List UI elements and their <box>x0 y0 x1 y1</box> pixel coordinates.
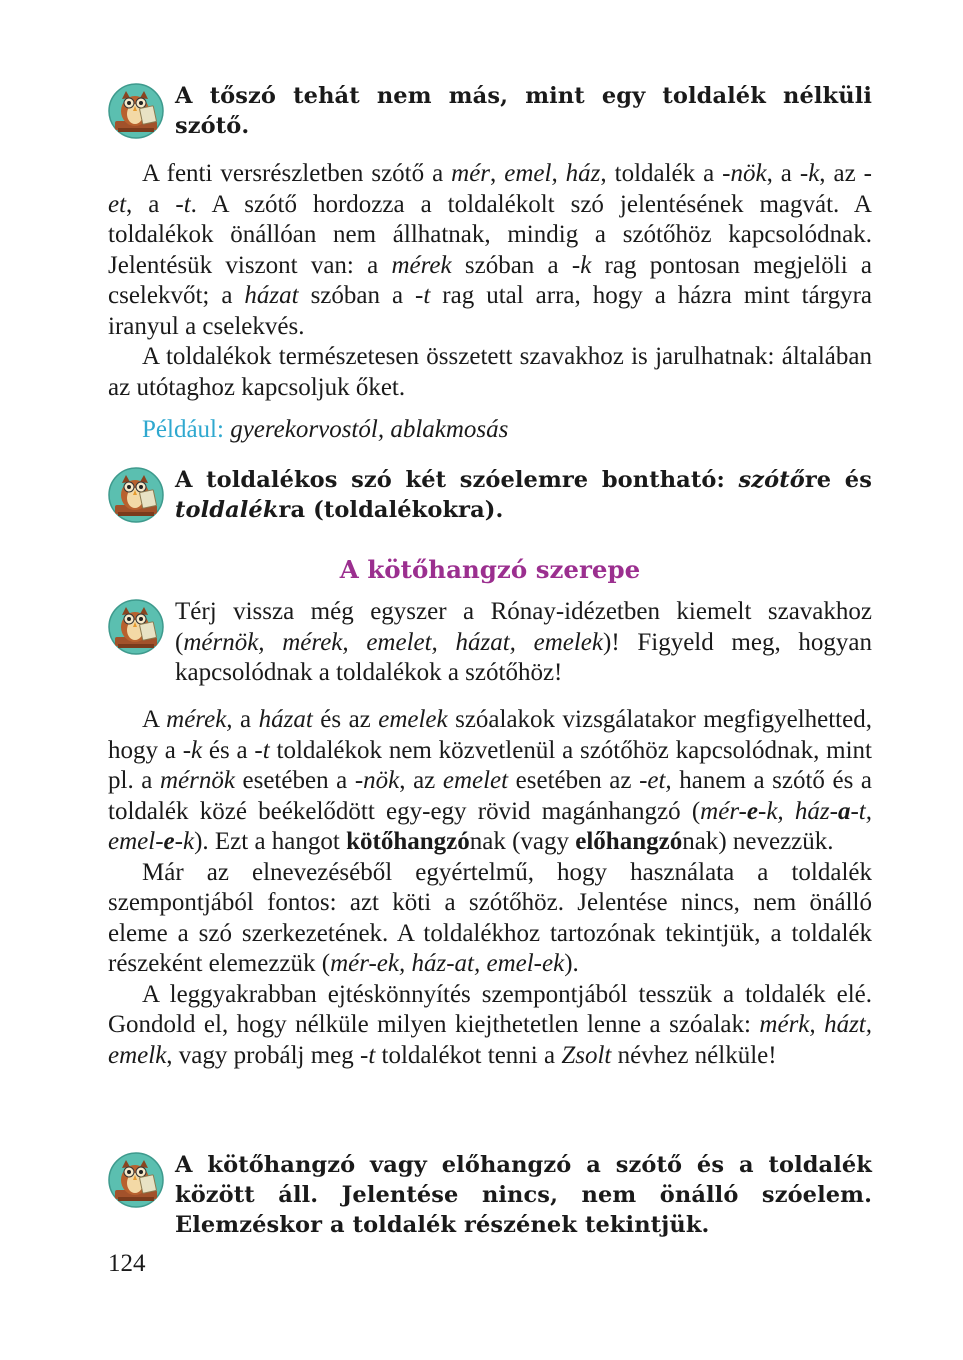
owl-mascot-icon <box>108 1152 164 1208</box>
callout-two-elements <box>108 465 872 525</box>
callout-summary <box>108 1150 872 1240</box>
callout-tosszo-definition <box>108 81 872 141</box>
paragraph-kotohangzo: A mérek, a házat és az emelek szóalakok vizsgálatakor megfigyelhetted, hogy a -k és a -t toldalékok nem közvetlenül a szótőhöz kapcsolódnak, mint pl. a mérnök esetében a -nök, az emelet esetében az -et, hanem a szótő és a toldalék közé beékelődött egy-egy rövid magánhangzó (mér-e-k, ház-a-t, emel-e-k). Ezt a hangot kötőhangzónak (vagy előhangzónak) nevezzük. <box>108 706 872 855</box>
paragraph-pronunciation: A leggyakrabban ejtéskönnyítés szempontjából tesszük a toldalék elé. Gondold el, hogy nélküle milyen kiejthetetlen lenne a szóalak: mérk, házt, emelk, vagy probálj meg -t toldalékot tenni a Zsolt névhez nélküle! <box>108 980 873 1069</box>
callout-text: Térj vissza még egyszer a Rónay-idézetben kiemelt szavakhoz (mérnök, mérek, emelet, házat, emelek)! Figyeld meg, hogyan kapcsolódnak a toldalékok a szótőhöz! <box>175 598 872 686</box>
callout-text: A toldalékos szó két szóelemre bontható: szótőre és toldalékra (toldalékokra). <box>175 467 872 523</box>
example-line <box>108 415 872 446</box>
section-heading: A kötőhangzó szerepe <box>339 555 641 584</box>
body-text-block-2 <box>108 705 872 1071</box>
example-label: Például: <box>142 416 224 443</box>
paragraph-compound-words: A toldalékok természetesen összetett szavakhoz is jarulhatnak: általában az utótaghoz kapcsoljuk őket. <box>108 343 872 401</box>
callout-text: A tőszó tehát nem más, mint egy toldalék nélküli szótő. <box>175 83 872 139</box>
owl-mascot-icon <box>108 467 164 523</box>
page-number: 124 <box>108 1250 146 1277</box>
body-text-block-1 <box>108 159 872 446</box>
example-words: gyerekorvostól, ablakmosás <box>230 416 509 443</box>
callout-text: A kötőhangzó vagy előhangzó a szótő és a toldalék között áll. Jelentése nincs, nem önálló szóelem. Elemzéskor a toldalék részének tekintjük. <box>175 1152 872 1238</box>
owl-mascot-icon <box>108 83 164 139</box>
paragraph-szoto-explanation: A fenti versrészletben szótő a mér, emel, ház, toldalék a -nök, a -k, az -et, a -t. A szótő hordozza a toldalékolt szó jelentésének magvát. A toldalékok önállóan nem állhatnak, mindig a szótőhöz kapcsolódnak. Jelentésük viszont van: a mérek szóban a -k rag pontosan megjelöli a cselekvőt; a házat szóban a -t rag utal arra, hogy a házra mint tárgyra iranyul a cselekvés. <box>108 160 873 340</box>
paragraph-usage: Már az elnevezéséből egyértelmű, hogy használata a toldalék szempontjából fontos: azt köti a szótőhöz. Jelentése nincs, nem önálló eleme a szó szerkezetének. A toldalékhoz tartozónak tekintjük, a toldalék részeként elemezzük (mér-ek, ház-at, emel-ek). <box>108 858 872 977</box>
callout-task <box>108 597 872 689</box>
owl-mascot-icon <box>108 599 164 655</box>
